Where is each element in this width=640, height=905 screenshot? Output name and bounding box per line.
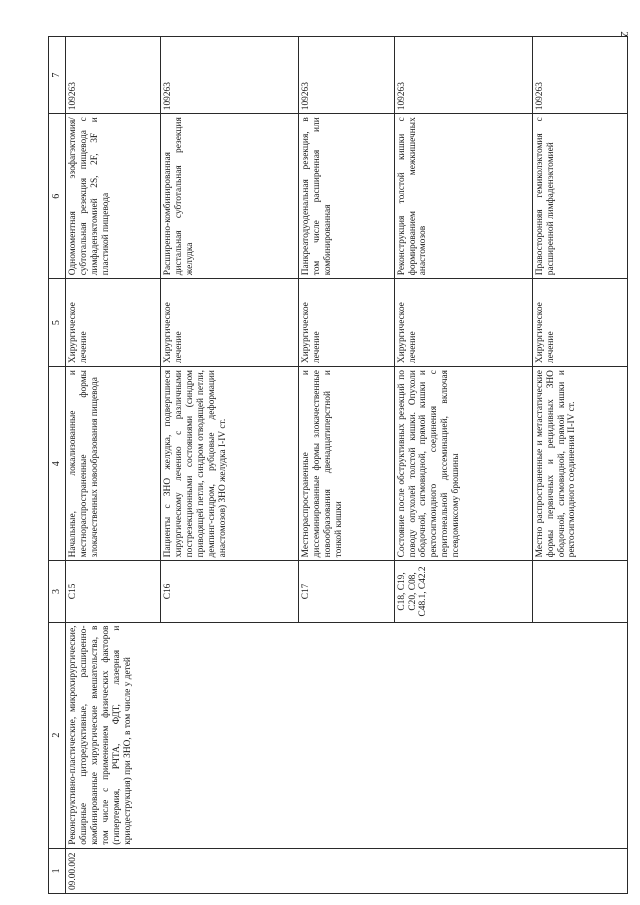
page-number: 2 xyxy=(617,31,630,37)
rotated-page xyxy=(48,36,628,894)
row-model: Пациенты с ЗНО желудка, подвергшиеся хирургическому лечению с различными пострезекционными состояниями (синдром приводящей петли, синдром отводящей петли, демпинг-синдром, рубцовые деформации анастомозов) ЗНО желудка I-IV ст. xyxy=(161,367,299,561)
table-row xyxy=(66,37,161,894)
row-icd: C15 xyxy=(66,561,161,622)
row-model: Местно распространенные и метастатические формы первичных и рецидивных ЗНО ободочной, сигмовидной, прямой кишки и ректосигмоидного соединения II-IV ст. xyxy=(532,367,627,561)
row-treatment: Хирургическое лечение xyxy=(299,279,394,367)
header-col-7: 7 xyxy=(49,37,66,114)
row-icd xyxy=(532,561,627,622)
row-description: Одномоментная эзофагэктомия/ субтотальная резекция пищевода с лимфаденэктомией 2S, 2F, 3F и пластикой пищевода xyxy=(66,114,161,279)
row-norm: 109263 xyxy=(394,37,532,114)
row-description: Реконструкция толстой кишки с формированием межкишечных анастомозов xyxy=(394,114,532,279)
row-icd: C16 xyxy=(161,561,299,622)
row-norm: 109263 xyxy=(66,37,161,114)
row-model: Начальные, локализованные и местнораспространенные формы злокачественных новообразования пищевода xyxy=(66,367,161,561)
row-treatment: Хирургическое лечение xyxy=(394,279,532,367)
row-icd: C18, C19, C20, C08, C48.1, C42.2 xyxy=(394,561,532,622)
row-model: Местнораспространенные и диссеминированные формы злокачественные новообразования двенадцатиперстной и тонкой кишки xyxy=(299,367,394,561)
group-method: Реконструктивно-пластические, микрохирургические, обширные циторедуктивные, расширенно-комбинированные хирургические вмешательства, в том числе с применением физических факторов (гипертермия, РЧТА, ФДТ, лазерная и криодеструкция) при ЗНО, в том числе у детей xyxy=(66,622,628,848)
row-norm: 109263 xyxy=(299,37,394,114)
row-norm: 109263 xyxy=(161,37,299,114)
header-col-1: 1 xyxy=(49,848,66,893)
medical-care-table xyxy=(48,36,628,894)
row-icd: C17 xyxy=(299,561,394,622)
header-col-3: 3 xyxy=(49,561,66,622)
row-model: Состояние после обструктивных резекций по поводу опухолей толстой кишки. Опухоли ободочной, сигмовидной, прямой кишки и ректосигмоидного соединения с перитонеальной диссеминацией, включая псевдомиксому брюшины xyxy=(394,367,532,561)
row-treatment: Хирургическое лечение xyxy=(532,279,627,367)
header-col-6: 6 xyxy=(49,114,66,279)
header-col-5: 5 xyxy=(49,279,66,367)
group-code: 09.00.002 xyxy=(66,848,628,893)
row-treatment: Хирургическое лечение xyxy=(66,279,161,367)
row-description: Расширенно-комбинированная дистальная субтотальная резекция желудка xyxy=(161,114,299,279)
header-row xyxy=(49,37,66,894)
row-description: Панкреатодуоденальная резекция, в том числе расширенная или комбинированная xyxy=(299,114,394,279)
row-description: Правосторонняя гемиколэктомия с расширенной лимфаденэктомией xyxy=(532,114,627,279)
table-grid xyxy=(48,36,628,894)
header-col-4: 4 xyxy=(49,367,66,561)
row-norm: 109263 xyxy=(532,37,627,114)
header-col-2: 2 xyxy=(49,622,66,848)
row-treatment: Хирургическое лечение xyxy=(161,279,299,367)
